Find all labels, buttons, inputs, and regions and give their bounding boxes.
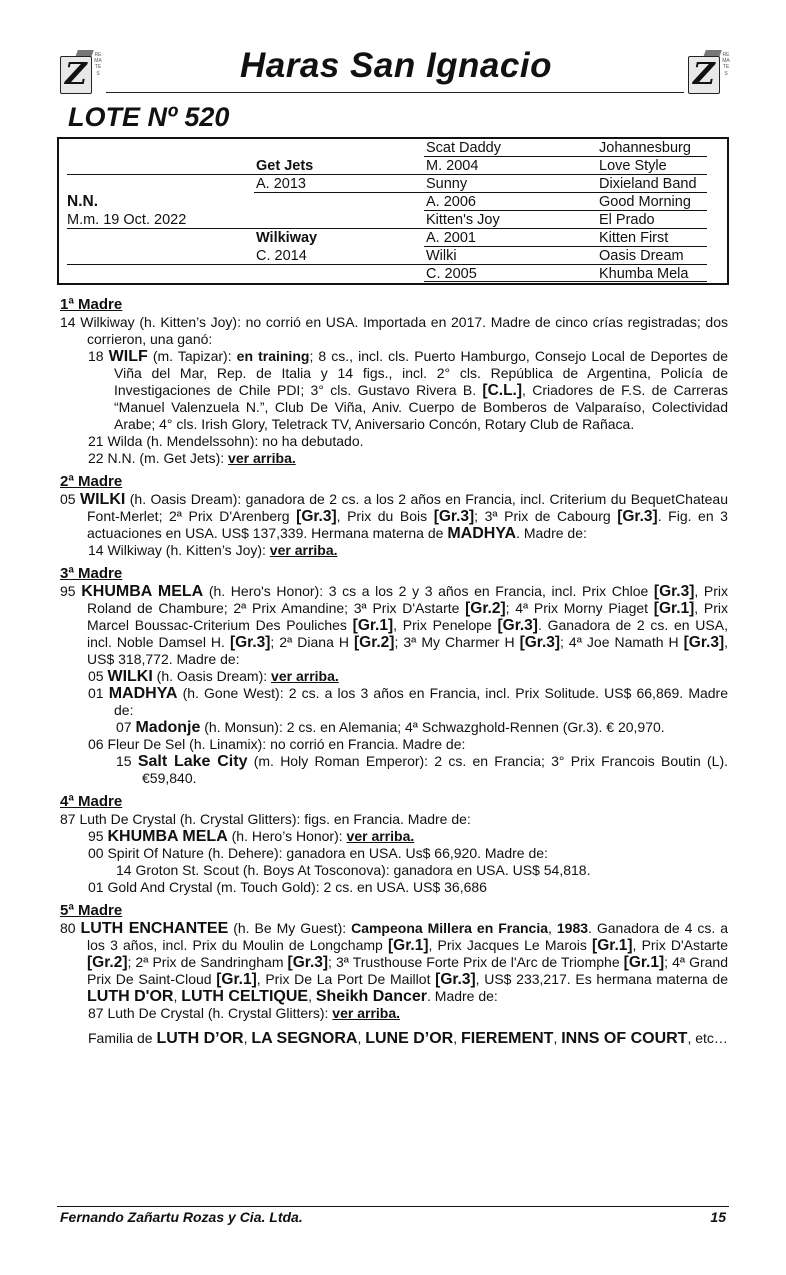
race-grade: [Gr.1] (388, 937, 429, 954)
ver-arriba-link: ver arriba. (346, 828, 415, 844)
status-text: en training (236, 348, 310, 364)
dam-line-content (60, 296, 728, 1047)
race-grade: [Gr.1] (592, 937, 633, 954)
entry: 18 WILF (m. Tapizar): en training; 8 cs., incl. cls. Puerto Hamburgo, Consejo Local de Deportes de Viña del Mar, Rep. de Italia y 14 figs., incl. 2° cls. República de Argentina, Policía de Investigaciones de Chile PDI; 3° cls. Gustavo Rivera B. [C.L.], Criadores de F.S. de Carreras “Manuel Valenzuela N.”, Club De Viña, Aniv. Cuerpo de Bomberos de Valparaíso, Colectividad Arabe; 4° cls. Irish Glory, Teletrack TV, Aniversario Concón, Rotary Club de Rañaca. (88, 348, 729, 432)
entry: 14 Wilkiway (h. Kitten’s Joy): ver arriba. (88, 542, 338, 558)
page-title: Haras San Ignacio (240, 46, 552, 85)
remates-logo-icon (682, 50, 730, 98)
gen3-info: A. 2001 (426, 230, 476, 246)
gen3-info: A. 2006 (426, 194, 476, 210)
horse-name: LUTH ENCHANTEE (80, 920, 229, 937)
horse-info: M.m. 19 Oct. 2022 (67, 212, 187, 228)
gen4-name: Good Morning (599, 194, 691, 210)
horse-name: LUTH D'OR (87, 988, 174, 1005)
entry: 21 Wilda (h. Mendelssohn): no ha debutado. (88, 433, 364, 449)
horse-name: MADHYA (108, 685, 178, 702)
gen4-name: Oasis Dream (599, 248, 684, 264)
logo-text: REMATES (722, 52, 730, 77)
race-grade: [Gr.3] (497, 617, 538, 634)
entry: 01 Gold And Crystal (m. Touch Gold): 2 cs. en USA. US$ 36,686 (88, 879, 487, 895)
horse-name: Madonje (135, 719, 201, 736)
race-grade: [Gr.2] (353, 634, 395, 651)
gen4-name: Kitten First (599, 230, 669, 246)
entry: 05 WILKI (h. Oasis Dream): ganadora de 2 cs. a los 2 años en Francia, incl. Criterium du BequetChateau Font-Merlet; 2ª Prix D'Arenberg [Gr.3], Prix du Bois [Gr.3]; 3ª Prix de Cabourg [Gr.3]. Fig. en 3 actuaciones en USA. US$ 137,339. Hermana materna de MADHYA. Madre de: (60, 491, 728, 542)
race-grade: [C.L.] (482, 382, 523, 399)
logo-letter: Z (60, 56, 92, 94)
horse-name: WILKI (80, 491, 126, 508)
page-number: 15 (710, 1209, 726, 1225)
horse-name: LUNE D’OR (365, 1030, 454, 1047)
gen3-name: Scat Daddy (426, 140, 501, 156)
section-title: 1ª Madre (60, 296, 123, 313)
title-underline (106, 92, 684, 93)
championship-text: Campeona Millera en Francia (351, 920, 549, 936)
entry: 95 KHUMBA MELA (h. Hero’s Honor): ver arriba. (88, 828, 415, 845)
entry: 80 LUTH ENCHANTEE (h. Be My Guest): Campeona Millera en Francia, 1983. Ganadora de 4 cs. a los 3 años, incl. Prix du Moulin de Longchamp [Gr.1], Prix Jacques Le Marois [Gr.1], Prix D'Astarte [Gr.2]; 2ª Prix de Sandringham [Gr.3]; 3ª Trusthouse Forte Prix de l'Arc de Triomphe [Gr.1]; 4ª Grand Prix De Saint-Cloud [Gr.1], Prix De La Port De Maillot [Gr.3], US$ 233,217. Es hermana materna de LUTH D'OR, LUTH CELTIQUE, Sheikh Dancer. Madre de: (60, 920, 729, 1005)
entry: 14 Groton St. Scout (h. Boys At Tosconova): ganadora en USA. US$ 54,818. (116, 862, 591, 878)
entry: 01 MADHYA (h. Gone West): 2 cs. a los 3 años en Francia, incl. Prix Solitude. US$ 66,869. Madre de: (88, 685, 728, 718)
section-title: 3ª Madre (60, 565, 123, 582)
entry: 00 Spirit Of Nature (h. Dehere): ganadora en USA. Us$ 66,920. Madre de: (88, 845, 548, 861)
race-grade: [Gr.2] (465, 600, 506, 617)
race-grade: [Gr.2] (87, 954, 128, 971)
section-fourth-dam (60, 793, 728, 896)
horse-name: INNS OF COURT (561, 1030, 688, 1047)
entry: 87 Luth De Crystal (h. Crystal Glitters): ver arriba. (88, 1005, 401, 1021)
ver-arriba-link: ver arriba. (271, 668, 339, 684)
race-grade: [Gr.3] (683, 634, 725, 651)
race-grade: [Gr.1] (216, 971, 257, 988)
section-second-dam (60, 473, 728, 559)
horse-name: KHUMBA MELA (107, 828, 228, 845)
section-title: 4ª Madre (60, 793, 123, 810)
pedigree-table (57, 137, 729, 285)
horse-name: Sheikh Dancer (315, 988, 427, 1005)
page-header (54, 42, 738, 100)
gen3-info: M. 2004 (426, 158, 479, 174)
horse-name: MADHYA (447, 525, 517, 542)
race-grade: [Gr.3] (296, 508, 337, 525)
lot-number: LOTE Nº 520 (68, 102, 230, 132)
race-grade: [Gr.3] (653, 583, 695, 600)
footer-divider (57, 1206, 729, 1207)
horse-name: WILKI (107, 668, 153, 685)
ver-arriba-link: ver arriba. (228, 450, 296, 466)
race-grade: [Gr.1] (352, 617, 394, 634)
race-grade: [Gr.3] (519, 634, 561, 651)
horse-name: Salt Lake City (137, 753, 248, 770)
horse-name: KHUMBA MELA (81, 583, 204, 600)
gen4-name: Khumba Mela (599, 266, 689, 282)
entry: 05 WILKI (h. Oasis Dream): ver arriba. (88, 668, 339, 685)
gen3-name: Wilki (426, 248, 457, 264)
gen3-info: C. 2005 (426, 266, 477, 282)
sire-info: A. 2013 (256, 176, 306, 192)
gen3-name: Sunny (426, 176, 468, 192)
gen3-name: Kitten's Joy (426, 212, 500, 228)
horse-name: LUTH CELTIQUE (181, 988, 309, 1005)
logo-text: REMATES (94, 52, 102, 77)
sire-name: Get Jets (256, 158, 314, 174)
gen4-name: El Prado (599, 212, 655, 228)
entry: 87 Luth De Crystal (h. Crystal Glitters): figs. en Francia. Madre de: (60, 811, 471, 827)
dam-info: C. 2014 (256, 248, 307, 264)
horse-name: WILF (108, 348, 148, 365)
gen4-name: Dixieland Band (599, 176, 697, 192)
section-title: 2ª Madre (60, 473, 123, 490)
championship-year: 1983 (556, 920, 589, 936)
horse-name: FIEREMENT (461, 1030, 554, 1047)
section-third-dam (60, 565, 728, 787)
ver-arriba-link: ver arriba. (269, 542, 338, 558)
entry: 95 KHUMBA MELA (h. Hero's Honor): 3 cs a los 2 y 3 años en Francia, incl. Prix Chloe [Gr.3], Prix Roland de Chambure; 2ª Prix Amandine; 3ª Prix D'Astarte [Gr.2]; 4ª Prix Morny Piaget [Gr.1], Prix Marcel Boussac-Criterium Des Pouliches [Gr.1], Prix Penelope [Gr.3]. Ganadora de 2 cs. en USA, incl. Noble Damsel H. [Gr.3]; 2ª Diana H [Gr.2]; 3ª My Charmer H [Gr.3]; 4ª Joe Namath H [Gr.3], US$ 318,772. Madre de: (60, 583, 729, 667)
gen4-name: Love Style (599, 158, 667, 174)
race-grade: [Gr.3] (287, 954, 329, 971)
race-grade: [Gr.3] (433, 508, 475, 525)
race-grade: [Gr.1] (653, 600, 695, 617)
gen4-name: Johannesburg (599, 140, 691, 156)
entry: 15 Salt Lake City (m. Holy Roman Emperor): 2 cs. en Francia; 3° Prix Francois Boutin (L). €59,840. (116, 753, 728, 786)
race-grade: [Gr.3] (617, 508, 658, 525)
dam-name: Wilkiway (256, 230, 318, 246)
entry: 22 N.N. (m. Get Jets): ver arriba. (88, 450, 296, 466)
section-fifth-dam (60, 902, 728, 1047)
horse-name: N.N. (67, 193, 98, 210)
footer-company: Fernando Zañartu Rozas y Cia. Ltda. (60, 1209, 303, 1225)
horse-name: LUTH D’OR (156, 1030, 244, 1047)
section-first-dam (60, 296, 728, 467)
section-title: 5ª Madre (60, 902, 123, 919)
entry: 06 Fleur De Sel (h. Linamix): no corrió en Francia. Madre de: (88, 736, 466, 752)
race-grade: [Gr.1] (623, 954, 665, 971)
logo-letter: Z (688, 56, 720, 94)
horse-name: LA SEGNORA (251, 1030, 358, 1047)
entry: 14 Wilkiway (h. Kitten’s Joy): no corrió en USA. Importada en 2017. Madre de cinco crías registradas; dos corrieron, una ganó: (60, 314, 728, 347)
race-grade: [Gr.3] (229, 634, 271, 651)
ver-arriba-link: ver arriba. (332, 1005, 401, 1021)
race-grade: [Gr.3] (435, 971, 476, 988)
entry: 07 Madonje (h. Monsun): 2 cs. en Alemania; 4ª Schwazghold-Rennen (Gr.3). € 20,970. (116, 719, 665, 736)
family-note: Familia de LUTH D’OR, LA SEGNORA, LUNE D’OR, FIEREMENT, INNS OF COURT, etc… (88, 1030, 728, 1047)
